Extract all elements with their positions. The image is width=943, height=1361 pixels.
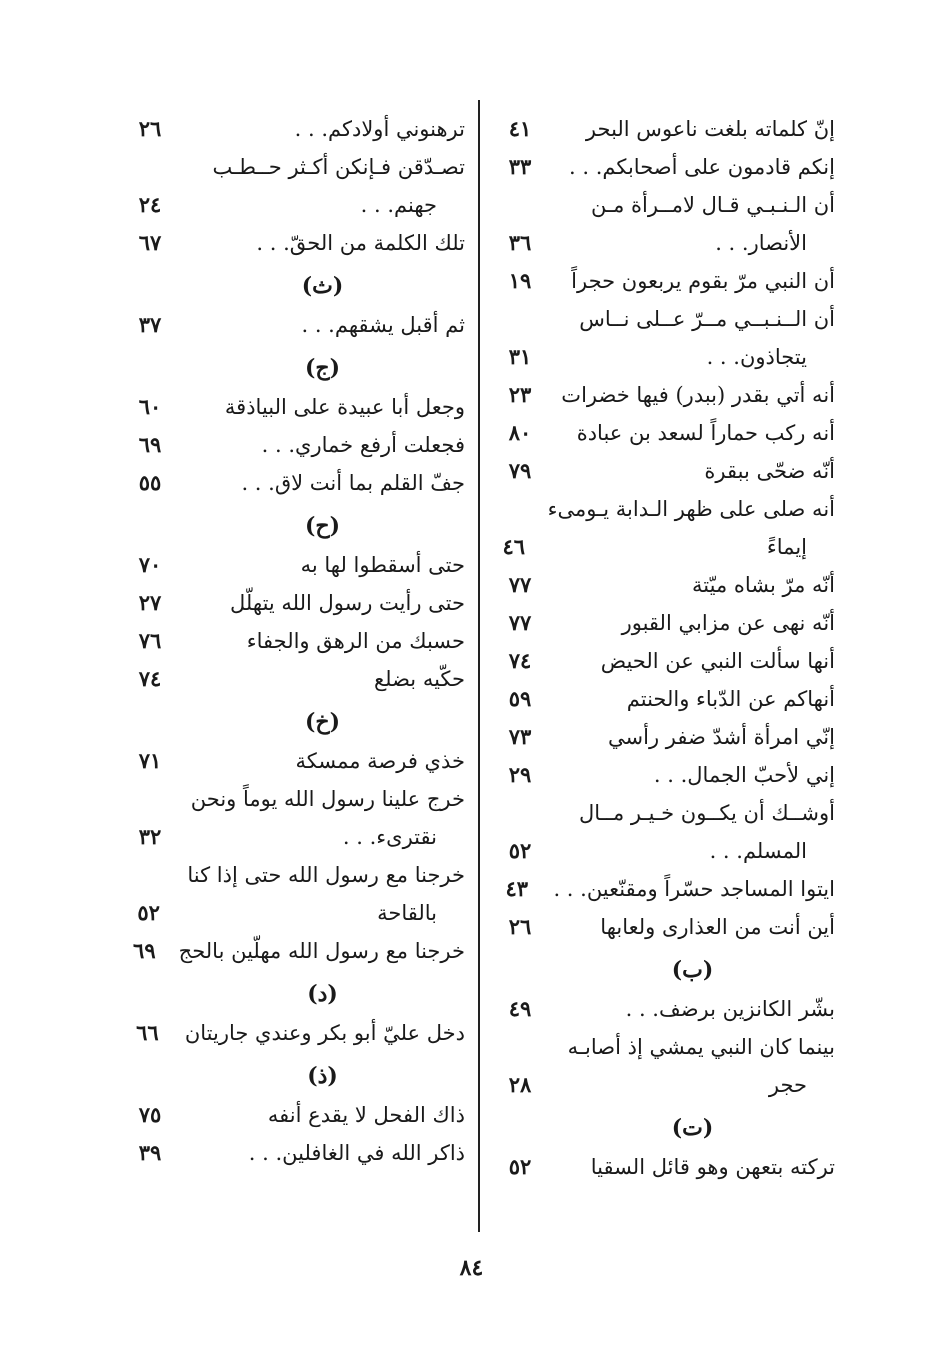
entry-text-line: حسبك من الرهق والجفاء (246, 629, 465, 653)
index-entry (120, 546, 465, 584)
index-entry (120, 622, 465, 660)
entry-text (550, 300, 835, 376)
entry-text (550, 642, 835, 680)
index-entry (490, 642, 835, 680)
entry-page-number: ٣٦ (508, 230, 532, 255)
column-divider (478, 100, 480, 1232)
entry-text (180, 388, 465, 426)
entry-text-line: أنّه نهى عن مزابي القبور (621, 611, 835, 635)
entry-text-line: أين أنت من العذارى ولعابها (600, 915, 835, 939)
entry-text-line: بشّر الكانزين برضف. . . (625, 997, 835, 1021)
entry-page-number: ٥٢ (137, 900, 160, 925)
entry-text (550, 1028, 835, 1104)
index-entry (490, 870, 835, 908)
entry-text-line: أنه أتي بقدر (ببدر) فيها خضرات (561, 383, 835, 407)
entry-text-line: أن الـنـبـي قـال لامــرأة مـن (590, 193, 835, 217)
entry-page-number: ٧٥ (138, 1102, 162, 1127)
entry-page-number: ٧٠ (138, 552, 162, 577)
entry-text-line: إنكم قادمون على أصحابكم. . . (569, 155, 835, 179)
entry-page-number: ٢٨ (508, 1072, 532, 1097)
entry-text-line: تركته بتعهن وهو قائل السقيا (590, 1155, 835, 1179)
index-entry (120, 306, 465, 344)
entry-page-number: ٥٢ (508, 838, 532, 863)
index-entry (490, 604, 835, 642)
entry-page-number: ٤٩ (508, 996, 532, 1021)
entry-text (550, 756, 835, 794)
entry-text (550, 148, 835, 186)
index-entry (120, 742, 465, 780)
entry-text (180, 306, 465, 344)
entry-text (550, 680, 835, 718)
index-entry (490, 1028, 835, 1104)
index-entry (490, 148, 835, 186)
entry-text-line: خذي فرصة ممسكة (295, 749, 465, 773)
entry-text-line: خرجنا مع رسول الله حتى إذا كنا (187, 863, 465, 887)
entry-text (550, 110, 835, 148)
entry-text (550, 566, 835, 604)
entry-text (180, 148, 465, 224)
index-entry (120, 660, 465, 698)
index-entry (120, 464, 465, 502)
entry-text-line: أنها سألت النبي عن الحيض (600, 649, 835, 673)
entry-text-line: ترهنوني أولادكم. . . (294, 117, 465, 141)
entry-text-line: جفّ القلم بما أنت لاق. . . (241, 471, 465, 495)
index-entry (490, 376, 835, 414)
section-letter-heading: (ح) (304, 513, 341, 539)
index-entry (120, 856, 465, 932)
entry-text-line: نقترىء. . . (342, 825, 437, 849)
entry-page-number: ٣٧ (138, 312, 162, 337)
index-entry (490, 414, 835, 452)
section-letter-heading: (ج) (304, 355, 341, 381)
entry-page-number: ٦٩ (133, 938, 156, 963)
index-entry (120, 388, 465, 426)
entry-page-number: ٣٣ (508, 154, 532, 179)
entry-text (177, 856, 465, 932)
section-letter-heading: (خ) (304, 709, 341, 735)
index-entry (490, 566, 835, 604)
entry-text-line: بينما كان النبي يمشي إذ أصابـه (567, 1035, 835, 1059)
entry-text-line: ذاكر الله في الغافلين. . . (248, 1141, 465, 1165)
entry-text-line: دخل عليّ أبو بكر وعندي جاريتان (184, 1021, 465, 1045)
entry-text-line: إنّ كلماته بلغت ناعوس البحر (585, 117, 835, 141)
entry-page-number: ٣١ (508, 344, 532, 369)
entry-page-number: ٧١ (138, 748, 162, 773)
index-entry (490, 186, 835, 262)
entry-text-line: جهنم. . . (360, 193, 437, 217)
entry-text (538, 490, 835, 566)
entry-page-number: ٢٤ (138, 192, 162, 217)
entry-text-line: حتى رأيت رسول الله يتهلّل (230, 591, 465, 615)
entry-page-number: ٥٥ (138, 470, 162, 495)
entry-text (550, 376, 835, 414)
entry-text (180, 224, 465, 262)
entry-text-line: أوشــك أن يكــون خـيـر مــال (579, 801, 835, 825)
entry-text (550, 718, 835, 756)
index-entry (120, 1014, 465, 1052)
index-entry (120, 224, 465, 262)
index-entry (120, 1096, 465, 1134)
entry-text (180, 110, 465, 148)
entry-text (175, 1014, 465, 1052)
entry-text (180, 546, 465, 584)
entry-text (180, 584, 465, 622)
entry-text (550, 186, 835, 262)
index-column-left (120, 110, 465, 1172)
entry-text (550, 1148, 835, 1186)
entry-text (550, 990, 835, 1028)
index-entry (490, 990, 835, 1028)
entry-page-number: ٦٧ (138, 230, 162, 255)
entry-page-number: ٦٠ (138, 394, 162, 419)
entry-text (180, 742, 465, 780)
entry-text-line: أنّه مرّ بشاه ميّتة (692, 573, 835, 597)
section-letter-heading: (ذ) (307, 1063, 338, 1089)
entry-page-number: ٤٣ (505, 876, 528, 901)
entry-text (180, 1134, 465, 1172)
entry-page-number: ٨٠ (508, 420, 532, 445)
entry-page-number: ٧٩ (508, 458, 532, 483)
entry-page-number: ٧٦ (138, 628, 162, 653)
entry-text-line: أن الــنـبــي مــرّ عــلى نــاس (579, 307, 835, 331)
entry-page-number: ٧٤ (138, 666, 162, 691)
page-number: ٨٤ (459, 1255, 484, 1281)
entry-text-line: بالقاحة (377, 901, 437, 925)
index-entry (120, 148, 465, 224)
index-entry (490, 262, 835, 300)
entry-page-number: ٧٧ (508, 610, 532, 635)
entry-text (550, 452, 835, 490)
entry-text-line: ايتوا المساجد حسّراً ومقنّعين. . . (553, 877, 835, 901)
entry-page-number: ٤٦ (502, 534, 526, 559)
entry-text (550, 794, 835, 870)
entry-text-line: يتجاذون. . . (706, 345, 807, 369)
entry-text-line: تلك الكلمة من الحقّ. . . (256, 231, 465, 255)
entry-text-line: إني لأحبّ الجمال. . . (653, 763, 835, 787)
index-entry (120, 1134, 465, 1172)
entry-page-number: ٣٢ (138, 824, 162, 849)
index-entry (490, 1148, 835, 1186)
entry-text-line: الأنصار. . . (715, 231, 807, 255)
entry-page-number: ٧٣ (508, 724, 532, 749)
entry-page-number: ٣٩ (138, 1140, 162, 1165)
entry-page-number: ٤١ (508, 116, 532, 141)
entry-text-line: فجعلت أرفع خماري. . . (261, 433, 465, 457)
entry-text (543, 870, 835, 908)
entry-text (169, 932, 465, 970)
entry-text (180, 1096, 465, 1134)
entry-text (180, 426, 465, 464)
entry-text-line: أنه صلى على ظهر الـدابة يـومىء (547, 497, 835, 521)
entry-page-number: ٢٣ (508, 382, 532, 407)
index-entry (120, 780, 465, 856)
index-entry (120, 584, 465, 622)
index-entry (490, 110, 835, 148)
entry-page-number: ٦٩ (138, 432, 162, 457)
index-entry (490, 794, 835, 870)
entry-text-line: إنّي امرأة أشدّ ضفر رأسي (608, 725, 835, 749)
entry-text-line: خرج علينا رسول الله يوماً ونحن (190, 787, 465, 811)
index-entry (120, 932, 465, 970)
index-column-right (490, 110, 835, 1186)
entry-text-line: وجعل أبا عبيدة على البياذقة (224, 395, 465, 419)
entry-text (180, 660, 465, 698)
section-letter-heading: (ث) (301, 273, 344, 299)
entry-page-number: ٧٤ (508, 648, 532, 673)
entry-page-number: ٢٧ (138, 590, 162, 615)
entry-page-number: ٢٩ (508, 762, 532, 787)
section-letter-heading: (ب) (671, 957, 714, 983)
entry-page-number: ٢٦ (138, 116, 162, 141)
index-entry (120, 110, 465, 148)
entry-text-line: حتى أسقطوا لها به (300, 553, 465, 577)
index-entry (490, 718, 835, 756)
entry-text (550, 262, 835, 300)
entry-text-line: إيماءً (766, 535, 807, 559)
entry-page-number: ١٩ (508, 268, 532, 293)
entry-text (550, 414, 835, 452)
entry-page-number: ٥٢ (508, 1154, 532, 1179)
index-entry (490, 490, 835, 566)
entry-text-line: أنهاكم عن الدّباء والحنتم (626, 687, 835, 711)
entry-text-line: حكّيه بضلع (373, 667, 465, 691)
entry-text (180, 622, 465, 660)
entry-text-line: خرجنا مع رسول الله مهلّين بالحج (178, 939, 465, 963)
index-entry (120, 426, 465, 464)
index-entry (490, 300, 835, 376)
entry-text-line: ثم أقبل يشقهم. . . (301, 313, 465, 337)
entry-page-number: ٢٦ (508, 914, 532, 939)
entry-page-number: ٧٧ (508, 572, 532, 597)
section-letter-heading: (ت) (671, 1115, 714, 1141)
entry-page-number: ٥٩ (508, 686, 532, 711)
entry-text-line: حجر (768, 1073, 807, 1097)
entry-text-line: أنّه ضحّى ببقرة (704, 459, 835, 483)
entry-text-line: المسلم. . . (709, 839, 807, 863)
index-entry (490, 452, 835, 490)
entry-text (180, 780, 465, 856)
entry-text-line: أن النبي مرّ بقوم يربعون حجراً (571, 269, 835, 293)
entry-text-line: ذاك الفحل لا يقدع أنفه (267, 1103, 465, 1127)
index-entry (490, 680, 835, 718)
entry-text (180, 464, 465, 502)
entry-page-number: ٦٦ (136, 1020, 159, 1045)
entry-text-line: أنه ركب حماراً لسعد بن عبادة (576, 421, 835, 445)
section-letter-heading: (د) (307, 981, 338, 1007)
index-entry (490, 908, 835, 946)
entry-text-line: تصـدّقن فـإنكن أكـثر حــطـب (212, 155, 465, 179)
index-entry (490, 756, 835, 794)
entry-text (550, 604, 835, 642)
entry-text (550, 908, 835, 946)
